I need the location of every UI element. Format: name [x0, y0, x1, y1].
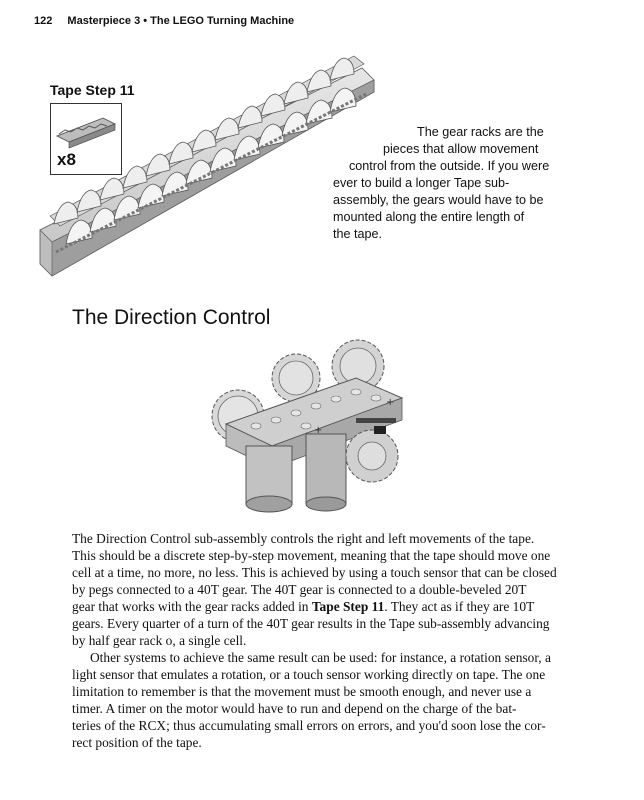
- body-line-part: gear that works with the gear racks added in: [72, 599, 312, 614]
- body-line: limitation to remember is that the movement must be smooth enough, and never use a: [72, 684, 532, 699]
- caption-line: pieces that allow movement: [383, 142, 539, 156]
- body-line: gears. Every quarter of a turn of the 40T gear results in the Tape sub-assembly advancing: [72, 616, 550, 631]
- body-line: The Direction Control sub-assembly controls the right and left movements of the tape.: [72, 531, 535, 546]
- caption-line: assembly, the gears would have to be: [333, 193, 544, 207]
- page-number: 122: [34, 15, 53, 27]
- body-line: by half gear rack o, a single cell.: [72, 633, 247, 648]
- body-line: timer. A timer on the motor would have to run and depend on the charge of the bat-: [72, 701, 517, 716]
- section-title: The Direction Control: [72, 306, 271, 329]
- body-text: [72, 530, 564, 751]
- running-title: Masterpiece 3 • The LEGO Turning Machine: [67, 15, 295, 27]
- body-line: This should be a discrete step-by-step movement, meaning that the tape should move one: [72, 548, 551, 563]
- gear-rack-part-icon: [51, 110, 121, 150]
- step-title: Tape Step 11: [50, 82, 135, 98]
- running-header: [34, 15, 294, 27]
- body-line: Other systems to achieve the same result can be used: for instance, a rotation sensor, a: [90, 650, 551, 665]
- svg-text:+: +: [314, 425, 323, 436]
- body-line: rect position of the tape.: [72, 735, 202, 750]
- body-line: by pegs connected to a 40T gear. The 40T gear is connected to a double-beveled 20T: [72, 582, 527, 597]
- direction-control-illustration: [206, 334, 421, 519]
- caption-line: ever to build a longer Tape sub-: [333, 176, 510, 190]
- body-line: [72, 598, 564, 615]
- body-line: light sensor that emulates a rotation, or a touch sensor working directly on tape. The one: [72, 667, 546, 682]
- step-reference: Tape Step 11: [311, 599, 385, 614]
- part-quantity: x8: [57, 150, 76, 169]
- figure-caption: [333, 124, 565, 243]
- caption-line: the tape.: [333, 227, 383, 241]
- step-parts-box: [50, 103, 122, 175]
- caption-line: control from the outside. If you were: [349, 159, 550, 173]
- body-line: cell at a time, no more, no less. This is achieved by using a touch sensor that can be closed: [72, 565, 557, 580]
- body-line: teries of the RCX; thus accumulating small errors on errors, and you'd soon lose the cor-: [72, 718, 546, 733]
- caption-line: The gear racks are the: [417, 125, 544, 139]
- caption-line: mounted along the entire length of: [333, 210, 525, 224]
- svg-text:+: +: [386, 397, 395, 408]
- body-line-part: . They act as if they are 10T: [384, 599, 535, 614]
